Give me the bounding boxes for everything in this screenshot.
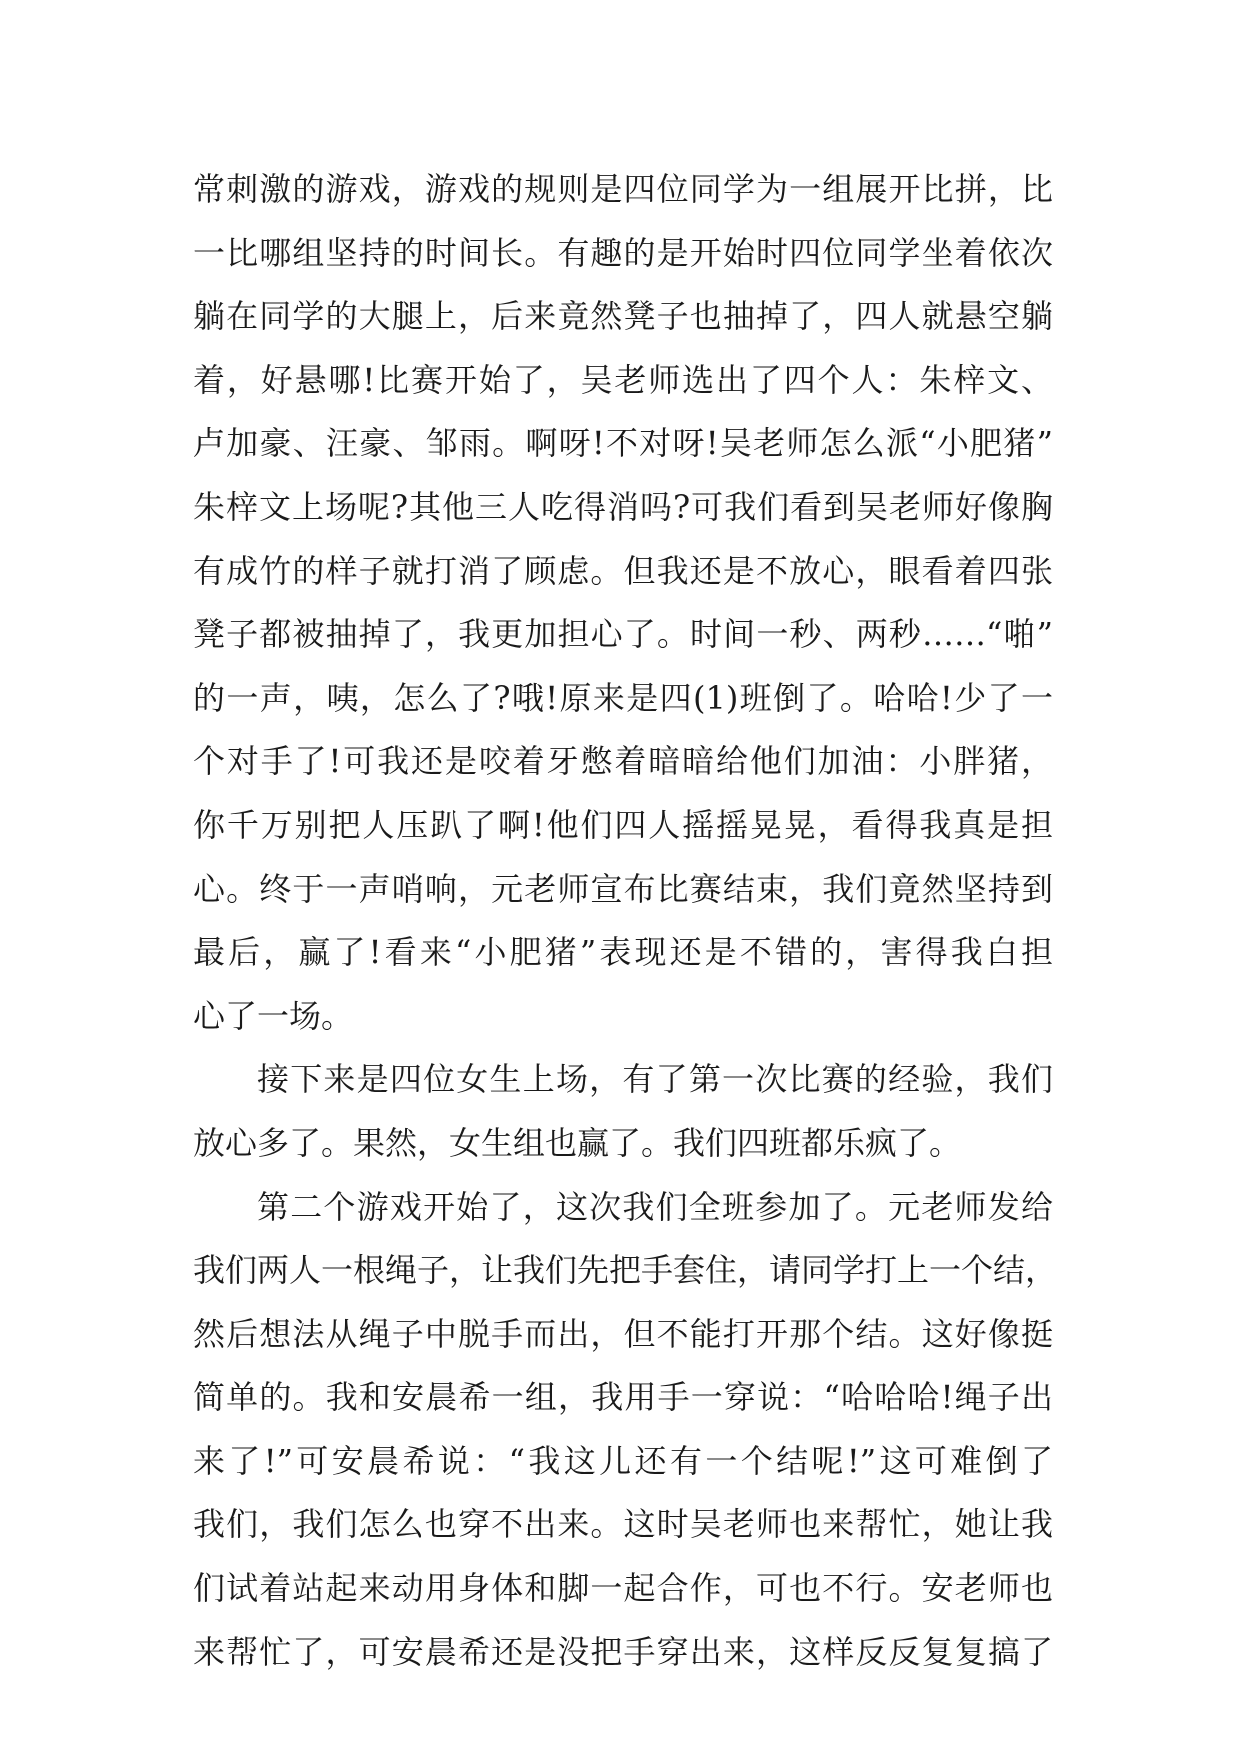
text-line: 凳子都被抽掉了，我更加担心了。时间一秒、两秒……“啪” — [193, 615, 1053, 654]
text-line: 着，好悬哪!比赛开始了，吴老师选出了四个人：朱梓文、 — [193, 360, 1053, 399]
text-line: 们试着站起来动用身体和脚一起合作，可也不行。安老师也 — [193, 1569, 1053, 1608]
text-line: 接下来是四位女生上场，有了第一次比赛的经验，我们 — [257, 1060, 1053, 1099]
text-line: 然后想法从绳子中脱手而出，但不能打开那个结。这好像挺 — [193, 1314, 1053, 1353]
text-line: 最后，赢了!看来“小肥猪”表现还是不错的，害得我白担 — [193, 933, 1053, 972]
text-line: 心。终于一声哨响，元老师宣布比赛结束，我们竟然坚持到 — [193, 869, 1053, 908]
text-line: 我们，我们怎么也穿不出来。这时吴老师也来帮忙，她让我 — [193, 1505, 1053, 1544]
text-line: 的一声，咦，怎么了?哦!原来是四(1)班倒了。哈哈!少了一 — [193, 678, 1053, 717]
text-line: 躺在同学的大腿上，后来竟然凳子也抽掉了，四人就悬空躺 — [193, 297, 1053, 336]
text-line: 卢加豪、汪豪、邹雨。啊呀!不对呀!吴老师怎么派“小肥猪” — [193, 424, 1053, 463]
body-text — [193, 158, 1058, 1684]
text-line: 个对手了!可我还是咬着牙憋着暗暗给他们加油：小胖猪， — [193, 742, 1053, 781]
text-line: 我们两人一根绳子，让我们先把手套住，请同学打上一个结， — [193, 1251, 1058, 1290]
text-line: 第二个游戏开始了，这次我们全班参加了。元老师发给 — [257, 1187, 1053, 1226]
text-line: 心了一场。 — [193, 996, 354, 1035]
text-line: 简单的。我和安晨希一组，我用手一穿说：“哈哈哈!绳子出 — [193, 1378, 1053, 1417]
text-line: 一比哪组坚持的时间长。有趣的是开始时四位同学坐着依次 — [193, 233, 1053, 272]
text-line: 来了!”可安晨希说：“我这儿还有一个结呢!”这可难倒了 — [193, 1441, 1053, 1480]
text-line: 来帮忙了，可安晨希还是没把手穿出来，这样反反复复搞了 — [193, 1632, 1053, 1671]
text-line: 常刺激的游戏，游戏的规则是四位同学为一组展开比拼，比 — [193, 170, 1053, 208]
text-line: 放心多了。果然，女生组也赢了。我们四班都乐疯了。 — [193, 1123, 962, 1162]
text-line: 朱梓文上场呢?其他三人吃得消吗?可我们看到吴老师好像胸 — [193, 487, 1053, 526]
text-line: 你千万别把人压趴了啊!他们四人摇摇晃晃，看得我真是担 — [193, 805, 1053, 844]
text-line: 有成竹的样子就打消了顾虑。但我还是不放心，眼看着四张 — [193, 551, 1053, 590]
